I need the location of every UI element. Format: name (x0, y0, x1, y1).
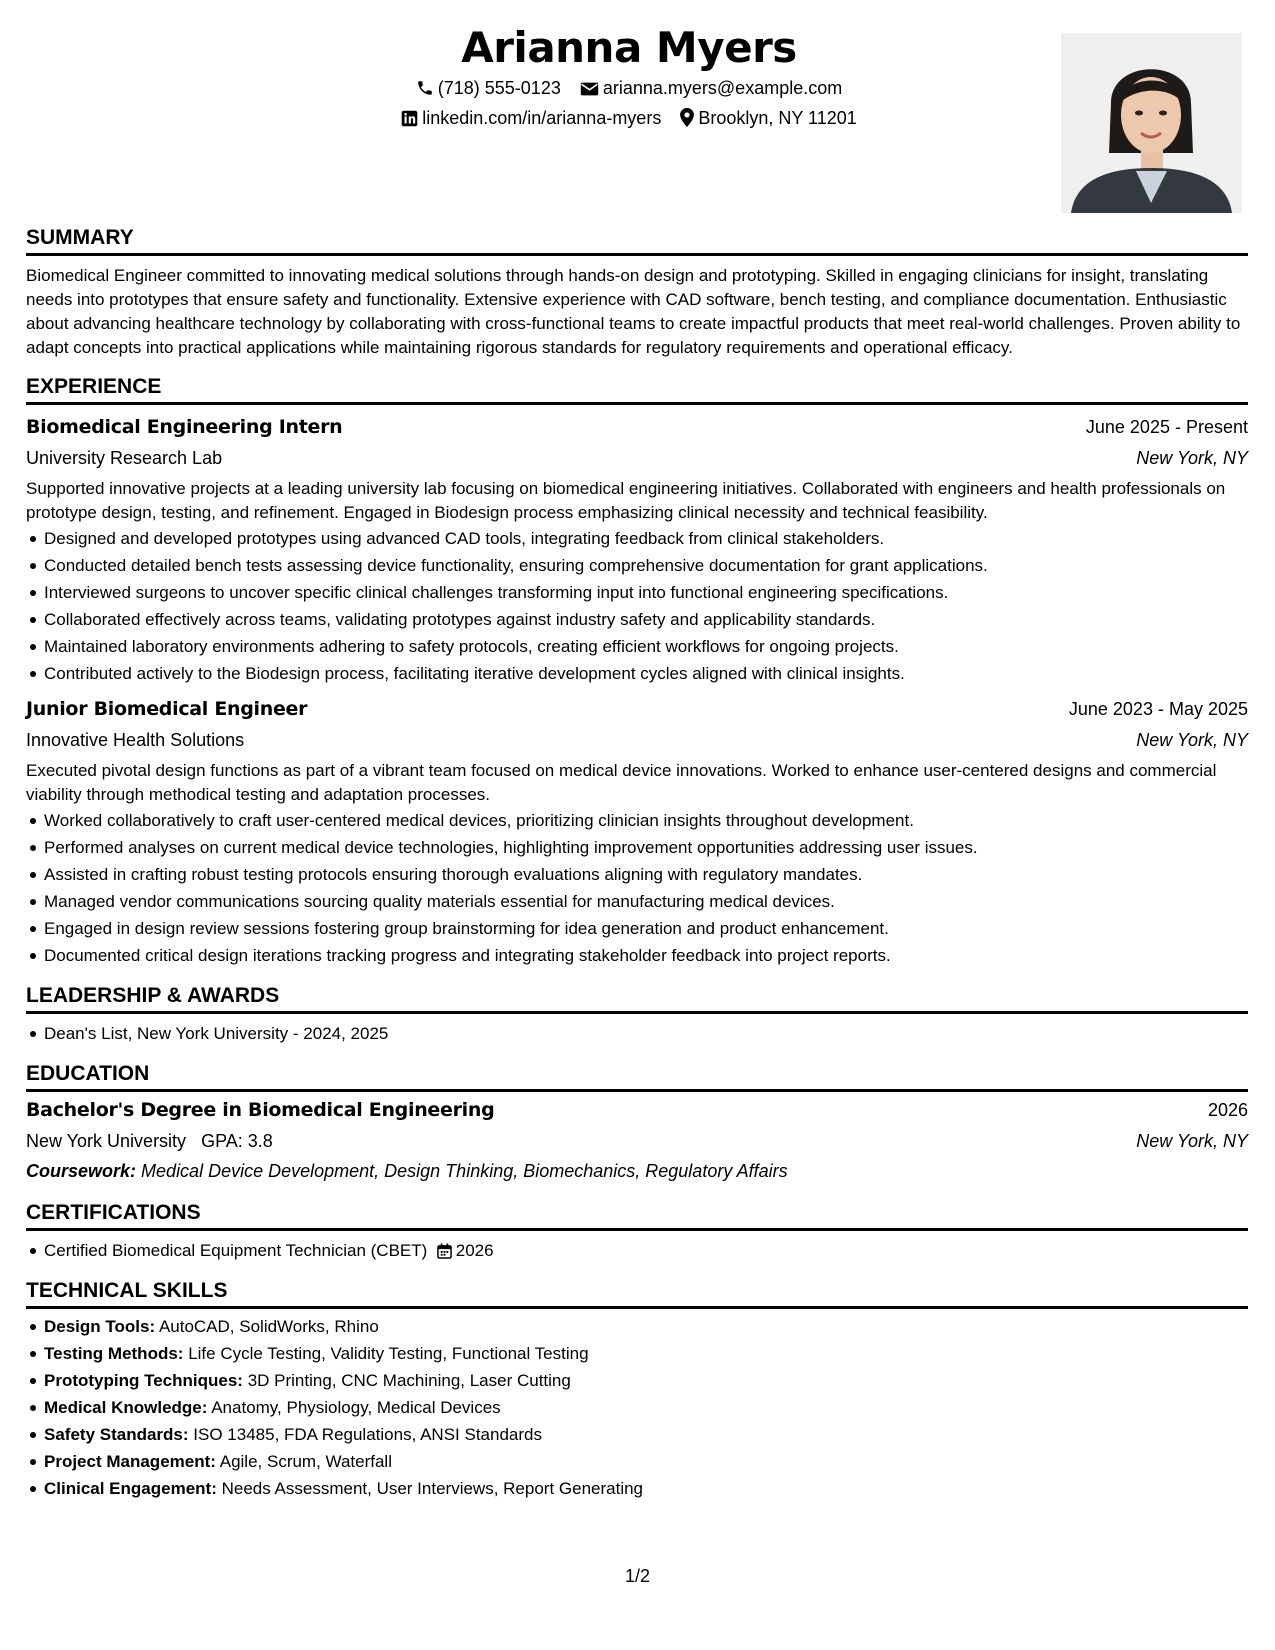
phone-icon (416, 79, 434, 97)
certification-year: 2026 (455, 1241, 494, 1260)
skill-value: Needs Assessment, User Interviews, Report Generating (221, 1479, 644, 1498)
job-description: Executed pivotal design functions as part of a vibrant team focused on medical device innovations. Worked to enhance user-centered designs and commercial viability through methodical testing and adaptation processes. (26, 761, 1217, 804)
list-item (44, 1448, 1248, 1475)
skill-label: Prototyping Techniques: (44, 1371, 243, 1390)
page-number: 1/2 (624, 1566, 651, 1586)
linkedin-item (401, 106, 661, 130)
list-item: Dean's List, New York University - 2024, 2025 (44, 1020, 1248, 1047)
envelope-icon (580, 81, 599, 97)
list-item: Conducted detailed bench tests assessing device functionality, ensuring comprehensive documentation for grant applications. (44, 552, 1248, 579)
list-item (44, 1475, 1248, 1502)
job-dates: June 2023 - May 2025 (1068, 699, 1248, 719)
job-bullets (26, 807, 1248, 969)
summary-text: Biomedical Engineer committed to innovating medical solutions through hands-on design and prototyping. Skilled in engaging clinicians for insight, translating needs into prototypes that ensure safety and functionality. Extensive experience with CAD software, bench testing, and compliance documentation. Enthusiastic about advancing healthcare technology by collaborating with cross-functional teams to create impactful products that meet real-world challenges. Proven ability to adapt concepts into practical applications while maintaining rigorous standards for regulatory requirements and operational efficacy. (26, 266, 1241, 357)
email-link[interactable]: arianna.myers@example.com (602, 78, 843, 98)
list-item (44, 1421, 1248, 1448)
location-item (680, 106, 856, 130)
experience-heading: EXPERIENCE (26, 372, 1248, 405)
job-dates: June 2025 - Present (1085, 417, 1248, 437)
resume-content (26, 223, 1248, 1502)
job-description: Supported innovative projects at a leading university lab focusing on biomedical engineering initiatives. Collaborated with engineers and health professionals on prototype design, testing, and refinement. Engaged in Biodesign process emphasizing clinical necessity and technical feasibility. (26, 479, 1226, 522)
coursework-line (26, 1156, 1248, 1186)
candidate-name: Arianna Myers (461, 23, 797, 72)
email-item (580, 76, 842, 100)
skill-label: Testing Methods: (44, 1344, 184, 1363)
awards-list (26, 1020, 1248, 1047)
skill-label: Safety Standards: (44, 1425, 189, 1444)
job-title: Junior Biomedical Engineer (26, 698, 308, 720)
skills-heading: TECHNICAL SKILLS (26, 1276, 1248, 1309)
certification-name: Certified Biomedical Equipment Technician (CBET) (44, 1241, 428, 1260)
linkedin-icon (401, 110, 418, 127)
list-item: Collaborated effectively across teams, validating prototypes against industry safety and applicability standards. (44, 606, 1248, 633)
skill-label: Medical Knowledge: (44, 1398, 208, 1417)
phone-item (416, 76, 561, 100)
skill-label: Design Tools: (44, 1317, 156, 1336)
skill-value: Life Cycle Testing, Validity Testing, Functional Testing (188, 1344, 589, 1363)
list-item (44, 1237, 1248, 1264)
job-company: University Research Lab (26, 448, 223, 468)
list-item (44, 1394, 1248, 1421)
graduation-year: 2026 (1207, 1100, 1248, 1120)
skill-value: Anatomy, Physiology, Medical Devices (211, 1398, 501, 1417)
phone-text: (718) 555-0123 (437, 78, 561, 98)
skill-label: Project Management: (44, 1452, 216, 1471)
summary-heading: SUMMARY (26, 223, 1248, 256)
list-item: Performed analyses on current medical device technologies, highlighting improvement opportunities addressing user issues. (44, 834, 1248, 861)
skill-label: Clinical Engagement: (44, 1479, 217, 1498)
job-location: New York, NY (1136, 448, 1248, 468)
list-item: Designed and developed prototypes using advanced CAD tools, integrating feedback from clinical stakeholders. (44, 525, 1248, 552)
skill-value: AutoCAD, SolidWorks, Rhino (158, 1317, 379, 1336)
list-item: Worked collaboratively to craft user-centered medical devices, prioritizing clinician insights throughout development. (44, 807, 1248, 834)
certifications-list (26, 1237, 1248, 1264)
list-item: Documented critical design iterations tracking progress and integrating stakeholder feedback into project reports. (44, 942, 1248, 969)
skill-value: ISO 13485, FDA Regulations, ANSI Standards (193, 1425, 542, 1444)
education-heading: EDUCATION (26, 1059, 1248, 1092)
job-entry (26, 411, 1248, 687)
list-item: Maintained laboratory environments adhering to safety protocols, creating efficient workflows for ongoing projects. (44, 633, 1248, 660)
linkedin-link[interactable]: linkedin.com/in/arianna-myers (422, 108, 662, 128)
coursework-list: Medical Device Development, Design Thinking, Biomechanics, Regulatory Affairs (141, 1161, 788, 1181)
list-item: Contributed actively to the Biodesign process, facilitating iterative development cycles aligned with clinical insights. (44, 660, 1248, 687)
skill-value: 3D Printing, CNC Machining, Laser Cutting (247, 1371, 571, 1390)
gpa: GPA: 3.8 (201, 1131, 273, 1151)
list-item (44, 1313, 1248, 1340)
calendar-icon (437, 1243, 452, 1259)
awards-heading: LEADERSHIP & AWARDS (26, 981, 1248, 1014)
list-item: Managed vendor communications sourcing quality materials essential for manufacturing medical devices. (44, 888, 1248, 915)
degree-title: Bachelor's Degree in Biomedical Engineering (26, 1099, 495, 1121)
job-title: Biomedical Engineering Intern (26, 416, 343, 438)
list-item (44, 1340, 1248, 1367)
list-item: Assisted in crafting robust testing protocols ensuring thorough evaluations aligning with regulatory mandates. (44, 861, 1248, 888)
school-name: New York University (26, 1131, 187, 1151)
list-item (44, 1367, 1248, 1394)
map-pin-icon (680, 108, 694, 127)
job-location: New York, NY (1136, 730, 1248, 750)
school-location: New York, NY (1136, 1131, 1248, 1151)
school-line (26, 1126, 273, 1156)
list-item: Interviewed surgeons to uncover specific clinical challenges transforming input into functional engineering specifications. (44, 579, 1248, 606)
coursework-label: Coursework: (26, 1161, 137, 1181)
list-item: Engaged in design review sessions fostering group brainstorming for idea generation and product enhancement. (44, 915, 1248, 942)
skill-value: Agile, Scrum, Waterfall (219, 1452, 392, 1471)
certifications-heading: CERTIFICATIONS (26, 1198, 1248, 1231)
job-entry (26, 693, 1248, 969)
skills-list (26, 1313, 1248, 1502)
profile-photo (1061, 33, 1242, 213)
location-text: Brooklyn, NY 11201 (698, 108, 857, 128)
job-company: Innovative Health Solutions (26, 730, 245, 750)
job-bullets (26, 525, 1248, 687)
